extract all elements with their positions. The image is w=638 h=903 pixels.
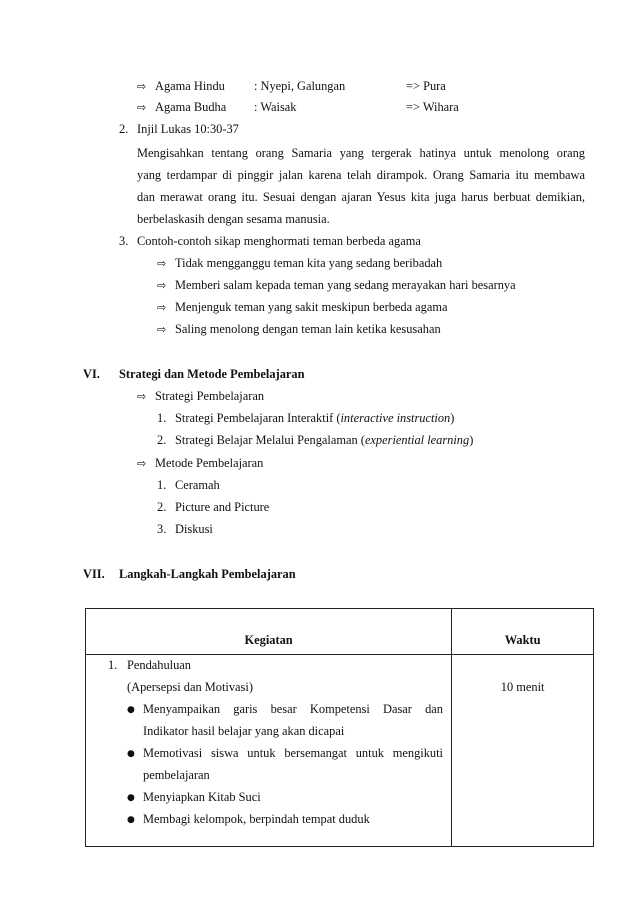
section6-numeral: VI. <box>83 367 100 381</box>
row1-bullet-1: ● Menyampaikan garis besar Kompetensi Dasar dan <box>127 702 443 716</box>
strategy-item-1: Strategi Pembelajaran Interaktif (interactive instruction) <box>175 411 455 425</box>
budha-place: => Wihara <box>406 100 459 114</box>
header-waktu: Waktu <box>452 609 594 655</box>
item3-point-1: ⇨ Tidak mengganggu teman kita yang sedang beribadah <box>157 256 443 270</box>
item3-number: 3. <box>119 234 129 248</box>
row1-bullet-3: ● Menyiapkan Kitab Suci <box>127 790 261 804</box>
row1-subtitle: (Apersepsi dan Motivasi) <box>127 680 253 694</box>
row1-time: 10 menit <box>452 655 594 847</box>
method-item-2: Picture and Picture <box>175 500 270 514</box>
bullet-icon: ● <box>127 815 135 825</box>
section7-numeral: VII. <box>83 567 105 581</box>
table-header-row <box>86 609 594 655</box>
arrow-icon: ⇨ <box>157 323 167 336</box>
arrow-icon: ⇨ <box>157 257 167 270</box>
arrow-icon: ⇨ <box>137 80 147 93</box>
arrow-line-hindu: ⇨ Agama Hindu <box>137 79 225 93</box>
row1-number: 1. <box>108 658 118 672</box>
hindu-place: => Pura <box>406 79 446 93</box>
arrow-icon: ⇨ <box>157 279 167 292</box>
method-num-2: 2. <box>157 500 167 514</box>
item3-point-2: ⇨ Memberi salam kepada teman yang sedang merayakan hari besarnya <box>157 278 516 292</box>
item3-point-3: ⇨ Menjenguk teman yang sakit meskipun berbeda agama <box>157 300 448 314</box>
item3-title: Contoh-contoh sikap menghormati teman berbeda agama <box>137 234 421 248</box>
item3-point-4: ⇨ Saling menolong dengan teman lain ketika kesusahan <box>157 322 441 336</box>
arrow-icon: ⇨ <box>137 390 147 403</box>
bullet-icon: ● <box>127 749 135 759</box>
method-num-1: 1. <box>157 478 167 492</box>
item2-line-2: yang terdampar di pinggir jalan karena telah dirampok. Orang Samaria itu membawa <box>137 168 585 182</box>
row1-bullet-4: ● Membagi kelompok, berpindah tempat duduk <box>127 812 370 826</box>
arrow-icon: ⇨ <box>137 457 147 470</box>
bullet-icon: ● <box>127 705 135 715</box>
item2-line-4: berbelaskasih dengan sesama manusia. <box>137 212 330 226</box>
activities-table <box>85 608 594 847</box>
hindu-holidays: : Nyepi, Galungan <box>254 79 346 93</box>
section6-title: Strategi dan Metode Pembelajaran <box>119 367 305 381</box>
method-item-3: Diskusi <box>175 522 213 536</box>
row1-bullet-2-cont: pembelajaran <box>143 768 210 782</box>
method-item-1: Ceramah <box>175 478 220 492</box>
strategy-item-2: Strategi Belajar Melalui Pengalaman (experiential learning) <box>175 433 474 447</box>
section7-title: Langkah-Langkah Pembelajaran <box>119 567 296 581</box>
bullet-icon: ● <box>127 793 135 803</box>
table-row <box>86 655 594 847</box>
item2-line-1: Mengisahkan tentang orang Samaria yang tergerak hatinya untuk menolong orang <box>137 146 585 160</box>
header-kegiatan: Kegiatan <box>86 609 452 655</box>
row1-title: Pendahuluan <box>127 658 192 672</box>
method-num-3: 3. <box>157 522 167 536</box>
strategy-num-2: 2. <box>157 433 167 447</box>
item2-line-3: dan merawat orang itu. Sesuai dengan ajaran Yesus kita juga harus berbuat demikian, <box>137 190 585 204</box>
arrow-icon: ⇨ <box>137 101 147 114</box>
strategy-num-1: 1. <box>157 411 167 425</box>
item2-number: 2. <box>119 122 129 136</box>
strategy-heading: ⇨ Strategi Pembelajaran <box>137 389 265 403</box>
arrow-line-budha: ⇨ Agama Budha <box>137 100 227 114</box>
row1-bullet-1-cont: Indikator hasil belajar yang akan dicapai <box>143 724 345 738</box>
budha-holidays: : Waisak <box>254 100 297 114</box>
method-heading: ⇨ Metode Pembelajaran <box>137 456 264 470</box>
row1-bullet-2: ● Memotivasi siswa untuk bersemangat untuk mengikuti <box>127 746 443 760</box>
arrow-icon: ⇨ <box>157 301 167 314</box>
item2-title: Injil Lukas 10:30-37 <box>137 122 239 136</box>
activity-cell <box>86 655 452 847</box>
